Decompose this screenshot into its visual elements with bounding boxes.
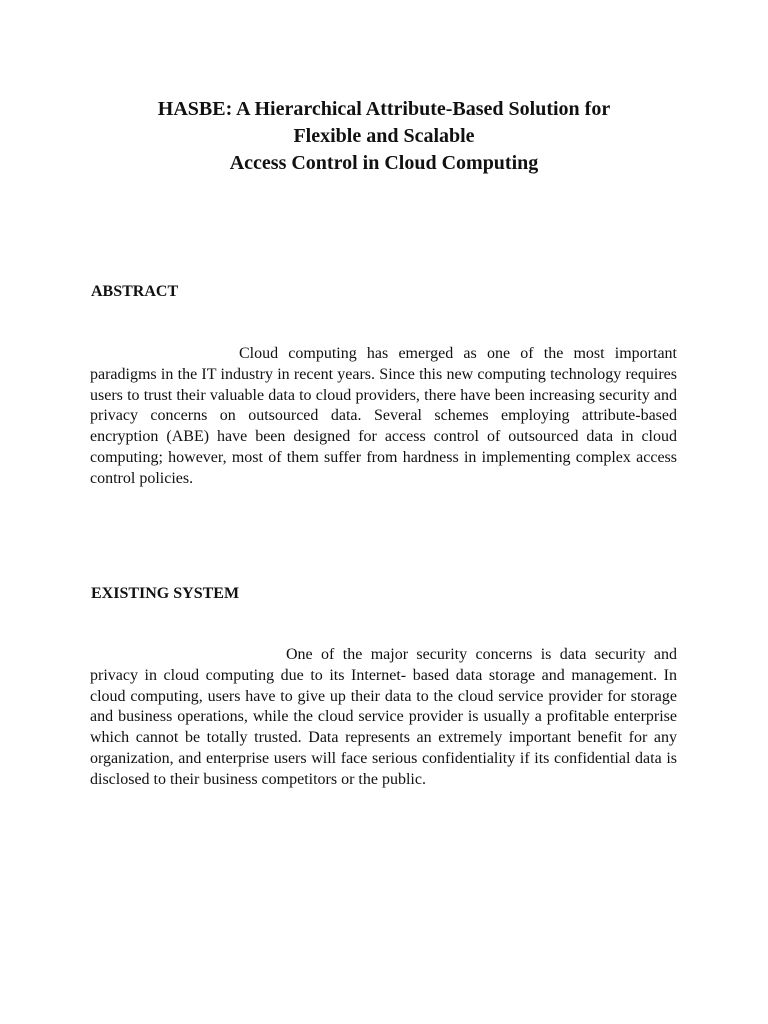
- title-line: Access Control in Cloud Computing: [229, 152, 539, 174]
- document-title: [90, 96, 678, 177]
- abstract-heading: ABSTRACT: [91, 283, 179, 300]
- title-line: Flexible and Scalable: [293, 125, 475, 147]
- existing-system-paragraph: One of the major security concerns is data security and privacy in cloud computing due to its Internet- based data storage and management. In cloud computing, users have to give up their data to the cloud service provider for storage and business operations, while the cloud service provider is usually a profitable enterprise which cannot be totally trusted. Data represents an extremely important benefit for any organization, and enterprise users will face serious confidentiality if its confidential data is disclosed to their business competitors or the public.: [90, 646, 677, 788]
- title-line: HASBE: A Hierarchical Attribute-Based Solution for: [157, 98, 611, 120]
- abstract-paragraph: Cloud computing has emerged as one of the most important paradigms in the IT industry in recent years. Since this new computing technology requires users to trust their valuable data to cloud providers, there have been increasing security and privacy concerns on outsourced data. Several schemes employing attribute-based encryption (ABE) have been designed for access control of outsourced data in cloud computing; however, most of them suffer from hardness in implementing complex access control policies.: [90, 345, 677, 487]
- existing-system-heading: EXISTING SYSTEM: [91, 585, 240, 602]
